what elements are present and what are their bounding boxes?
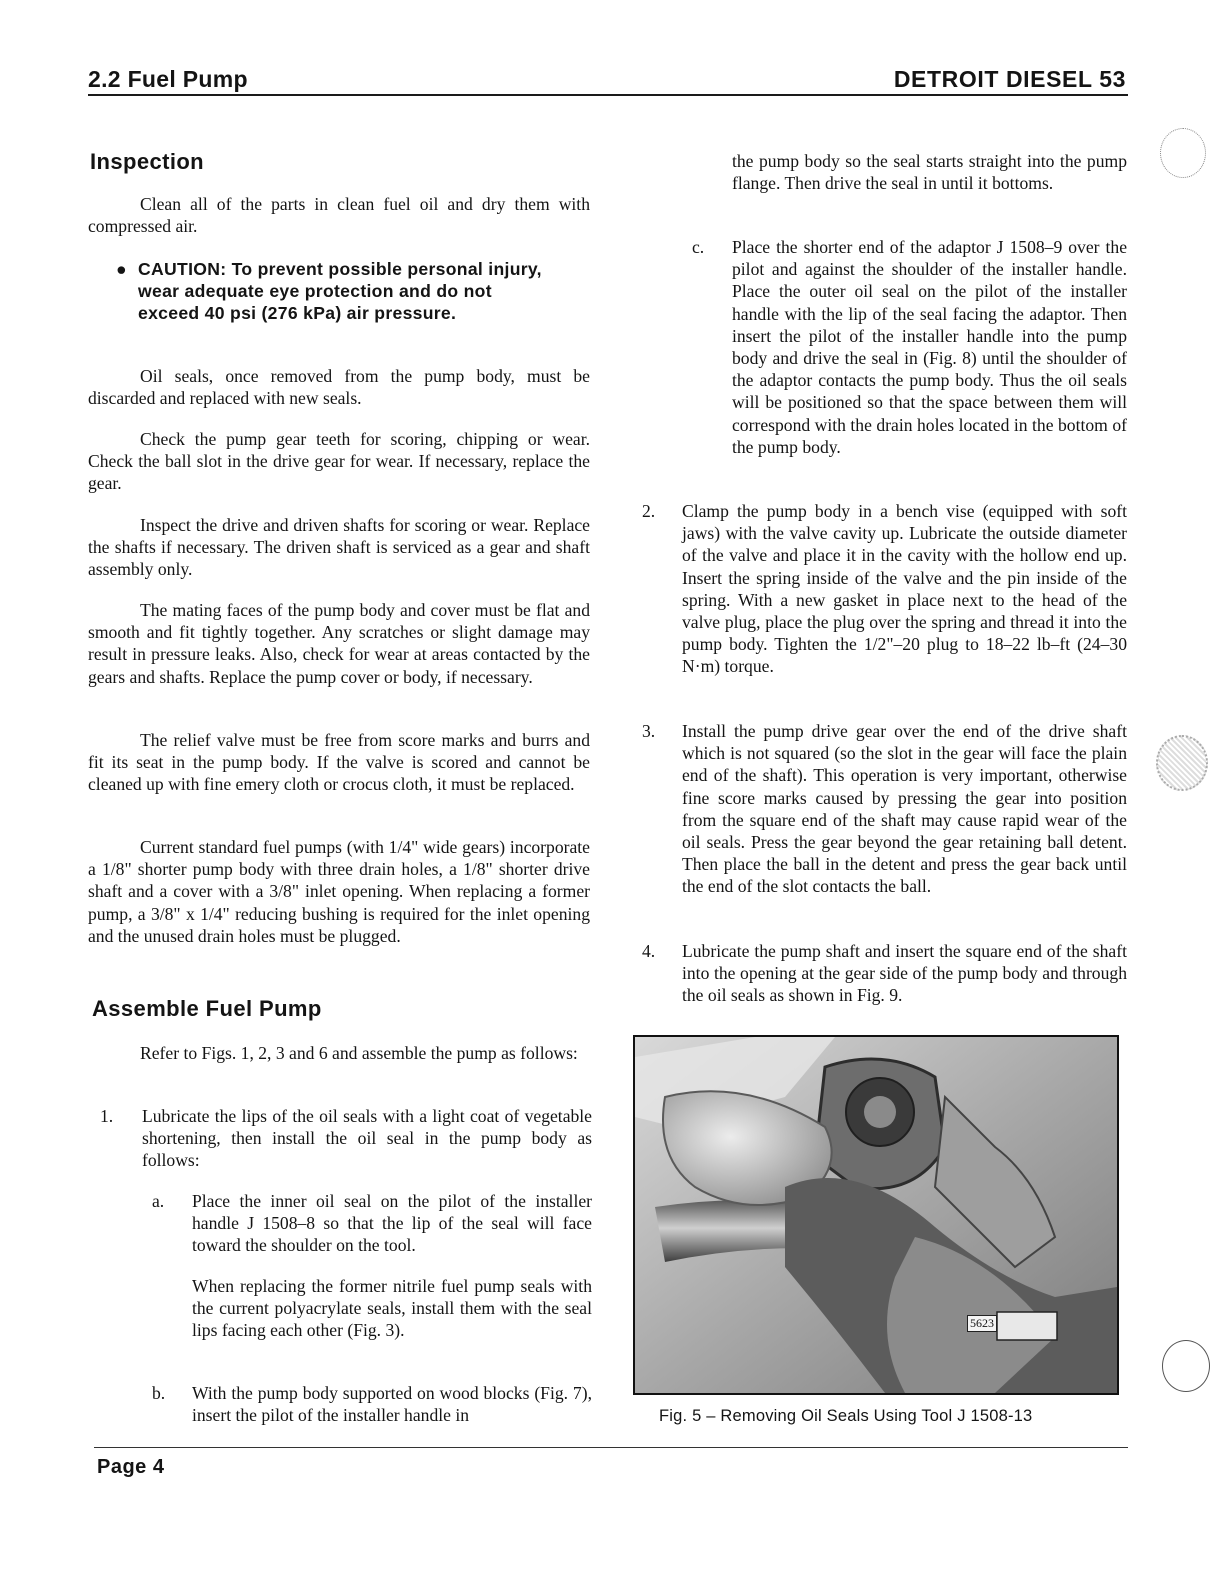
step-4-text: Lubricate the pump shaft and insert the square end of the shaft into the opening at the gear side of the pump body and through the oil seals as shown in Fig. 9.	[682, 941, 1127, 1006]
step-2-text: Clamp the pump body in a bench vise (equipped with soft jaws) with the valve cavity up. Lubricate the outside diameter of the valve and place it in the cavity with the hollow end up. Insert the spring inside of the valve and the pin inside of the spring. With a new gasket in place next to the head of the valve plug, place the plug over the spring and thread it into the pump body. Tighten the 1/2"–20 plug to 18–22 lb–ft (24–30 N·m) torque.	[682, 501, 1127, 677]
assemble-intro	[88, 1042, 590, 1064]
header-rule	[88, 94, 1128, 96]
step-4	[642, 940, 1128, 1020]
step-1c	[692, 236, 1128, 486]
punch-hole-bottom	[1162, 1340, 1210, 1392]
step-1a-letter: a.	[152, 1191, 165, 1211]
assemble-intro-text: Refer to Figs. 1, 2, 3 and 6 and assemble the pump as follows:	[140, 1043, 578, 1063]
inspection-paragraph-6	[88, 729, 590, 796]
photo-label: 5623	[967, 1315, 997, 1332]
figure-photo	[633, 1035, 1119, 1395]
inspection-heading: Inspection	[90, 149, 205, 174]
inspection-paragraph-5	[88, 599, 590, 688]
step-2-number: 2.	[642, 501, 656, 521]
oil-seal-removal-photo	[635, 1037, 1117, 1393]
step-3-number: 3.	[642, 721, 656, 741]
inspection-paragraph-1-text: Clean all of the parts in clean fuel oil and dry them with compressed air.	[88, 194, 590, 237]
step-1c-text: Place the shorter end of the adaptor J 1508–9 over the pilot and against the shoulder of the installer handle. Place the outer oil seal on the pilot of the installer handle with the lip of the seal facing the adaptor. Then insert the pilot of the installer handle into the pump body and drive the seal in (Fig. 8) until the shoulder of the adaptor contacts the pump body. Thus the oil seals will be positioned so that the space between them will correspond with the drain holes located in the bottom of the pump body.	[732, 237, 1127, 457]
step-1-text: Lubricate the lips of the oil seals with a light coat of vegetable shortening, then install the oil seal in the pump body as follows:	[142, 1106, 592, 1171]
caution-note	[116, 258, 542, 324]
inspection-paragraph-6-text: The relief valve must be free from score marks and burrs and fit its seat in the pump body. If the valve is scored and cannot be cleaned up with fine emery cloth or crocus cloth, it must be replaced.	[88, 730, 590, 795]
inspection-paragraph-2	[88, 365, 590, 409]
step-1a-note: When replacing the former nitrile fuel pump seals with the current polyacrylate seals, install them with the seal lips facing each other (Fig. 3).	[192, 1276, 592, 1341]
inspection-paragraph-4-text: Inspect the drive and driven shafts for scoring or wear. Replace the shafts if necessary. The driven shaft is serviced as a gear and shaft assembly only.	[88, 515, 590, 580]
step-1b-continued: the pump body so the seal starts straight into the pump flange. Then drive the seal in until it bottoms.	[732, 151, 1127, 194]
punch-hole-middle	[1156, 735, 1208, 791]
section-title: 2.2 Fuel Pump	[88, 66, 248, 92]
bullet-icon: ●	[116, 259, 127, 279]
inspection-paragraph-3-text: Check the pump gear teeth for scoring, chipping or wear. Check the ball slot in the drive gear for wear. If necessary, replace the gear.	[88, 429, 590, 494]
footer-rule	[94, 1447, 1128, 1448]
pump-bore-inner	[864, 1096, 896, 1128]
inspection-paragraph-4	[88, 514, 590, 581]
manual-title: DETROIT DIESEL 53	[893, 66, 1126, 92]
inspection-paragraph-3	[88, 428, 590, 495]
assemble-heading: Assemble Fuel Pump	[92, 996, 322, 1021]
inspection-paragraph-2-text: Oil seals, once removed from the pump body, must be discarded and replaced with new seals.	[88, 366, 590, 409]
page-number: Page 4	[97, 1456, 165, 1478]
figure-caption: Fig. 5 – Removing Oil Seals Using Tool J 1508-13	[659, 1407, 1033, 1425]
inspection-paragraph-5-text: The mating faces of the pump body and cover must be flat and smooth and fit tightly together. Any scratches or slight damage may result in pressure leaks. Also, check for wear at areas contacted by the gears and shafts. Replace the pump cover or body, if necessary.	[88, 600, 590, 687]
step-3-text: Install the pump drive gear over the end of the drive shaft which is not squared (so the slot in the gear will face the plain end of the shaft). This operation is very important, otherwise fine score marks caused by pressing the gear into position from the square end of the shaft may cause rapid wear of the oil seals. Press the gear beyond the gear retaining ball detent. Then place the ball in the detent and press the gear back until the end of the slot contacts the ball.	[682, 721, 1127, 897]
step-1	[100, 1105, 592, 1445]
caution-text: CAUTION: To prevent possible personal injury, wear adequate eye protection and do not exceed 40 psi (276 kPa) air pressure.	[138, 259, 542, 323]
step-4-number: 4.	[642, 941, 656, 961]
punch-hole-top	[1160, 128, 1206, 178]
inspection-paragraph-7	[88, 836, 590, 947]
step-1b-text: With the pump body supported on wood blocks (Fig. 7), insert the pilot of the installer handle in	[192, 1383, 592, 1426]
step-1a-text: Place the inner oil seal on the pilot of the installer handle J 1508–8 so that the lip of the seal will face toward the shoulder on the tool.	[192, 1191, 592, 1256]
step-3	[642, 720, 1128, 930]
step-1-number: 1.	[100, 1106, 114, 1126]
step-2	[642, 500, 1128, 710]
tool-tag	[997, 1312, 1057, 1340]
step-1c-letter: c.	[692, 237, 705, 257]
step-1b-letter: b.	[152, 1383, 166, 1403]
inspection-paragraph-1	[88, 193, 590, 237]
inspection-paragraph-7-text: Current standard fuel pumps (with 1/4" wide gears) incorporate a 1/8" shorter pump body with three drain holes, a 1/8" shorter drive shaft and a cover with a 3/8" inlet opening. When replacing a former pump, a 3/8" x 1/4" reducing bushing is required for the inlet opening and the unused drain holes must be plugged.	[88, 837, 590, 946]
